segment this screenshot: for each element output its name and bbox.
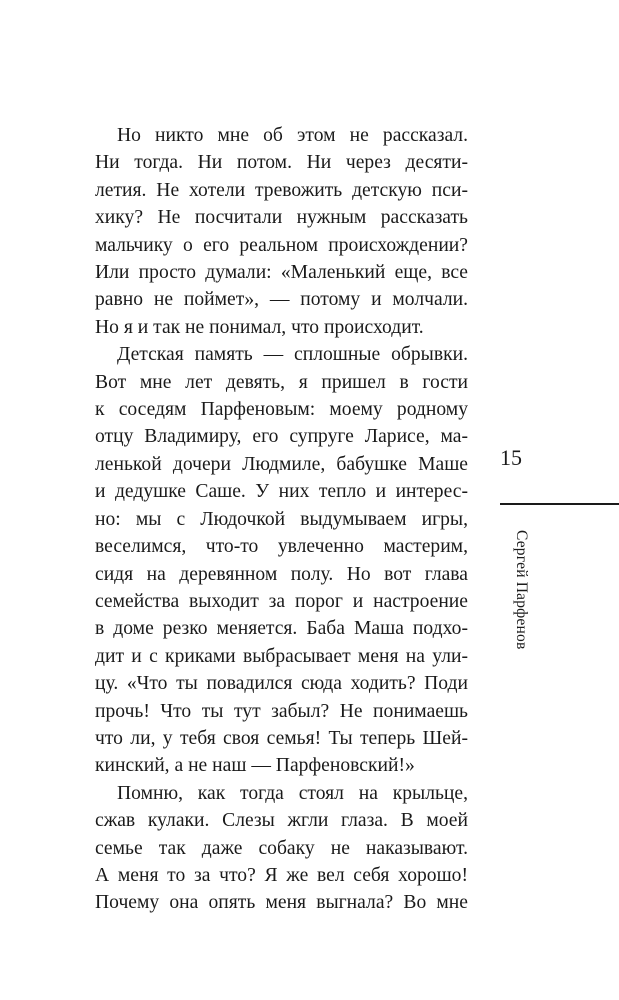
text-line: Почему она опять меня выгнала? Во мне bbox=[95, 892, 468, 914]
text-line: мальчику о его реальном происхождении? bbox=[95, 234, 468, 256]
text-line: цу. «Что ты повадился сюда ходить? Поди bbox=[95, 673, 468, 695]
text-line: Но я и так не понимал, что происходит. bbox=[95, 316, 424, 338]
text-line: Или просто думали: «Маленький еще, все bbox=[95, 262, 468, 284]
text-line: к соседям Парфеновым: моему родному bbox=[95, 399, 468, 421]
text-line: семейства выходит за порог и настроение bbox=[95, 590, 468, 612]
text-line: летия. Не хотели тревожить детскую пси- bbox=[95, 179, 468, 201]
text-line: веселимся, что-то увлеченно мастерим, bbox=[95, 536, 468, 558]
running-head: Сергей Парфенов bbox=[513, 530, 530, 650]
text-line: сидя на деревянном полу. Но вот глава bbox=[95, 563, 468, 585]
text-line: сжав кулаки. Слезы жгли глаза. В моей bbox=[95, 810, 468, 832]
text-line: кинский, а не наш — Парфеновский!» bbox=[95, 755, 415, 777]
text-line: дит и с криками выбрасывает меня на ули- bbox=[95, 645, 468, 667]
text-line: А меня то за что? Я же вел себя хорошо! bbox=[95, 864, 468, 886]
text-line: что ли, у тебя своя семья! Ты теперь Шей- bbox=[95, 727, 468, 749]
text-line: семье так даже собаку не наказывают. bbox=[95, 837, 468, 859]
text-line: ленькой дочери Людмиле, бабушке Маше bbox=[95, 453, 468, 475]
text-line: Детская память — сплошные обрывки. bbox=[117, 344, 468, 366]
text-line: хику? Не посчитали нужным рассказать bbox=[95, 207, 468, 229]
text-line: равно не поймет», — потому и молчали. bbox=[95, 289, 468, 311]
text-line: в доме резко меняется. Баба Маша подхо- bbox=[95, 618, 468, 640]
margin-rule bbox=[500, 503, 619, 505]
text-line: Вот мне лет девять, я пришел в гости bbox=[95, 371, 468, 393]
text-line: Помню, как тогда стоял на крыльце, bbox=[117, 782, 468, 804]
text-line: Но никто мне об этом не рассказал. bbox=[117, 125, 468, 146]
page-number: 15 bbox=[500, 445, 522, 470]
text-line: Ни тогда. Ни потом. Ни через десяти- bbox=[95, 152, 468, 174]
text-line: прочь! Что ты тут забыл? Не понимаешь bbox=[95, 700, 468, 722]
body-text bbox=[95, 122, 468, 917]
text-line: но: мы с Людочкой выдумываем игры, bbox=[95, 508, 468, 530]
text-line: отцу Владимиру, его супруге Ларисе, ма- bbox=[95, 426, 468, 448]
text-line: и дедушке Саше. У них тепло и интерес- bbox=[95, 481, 468, 503]
